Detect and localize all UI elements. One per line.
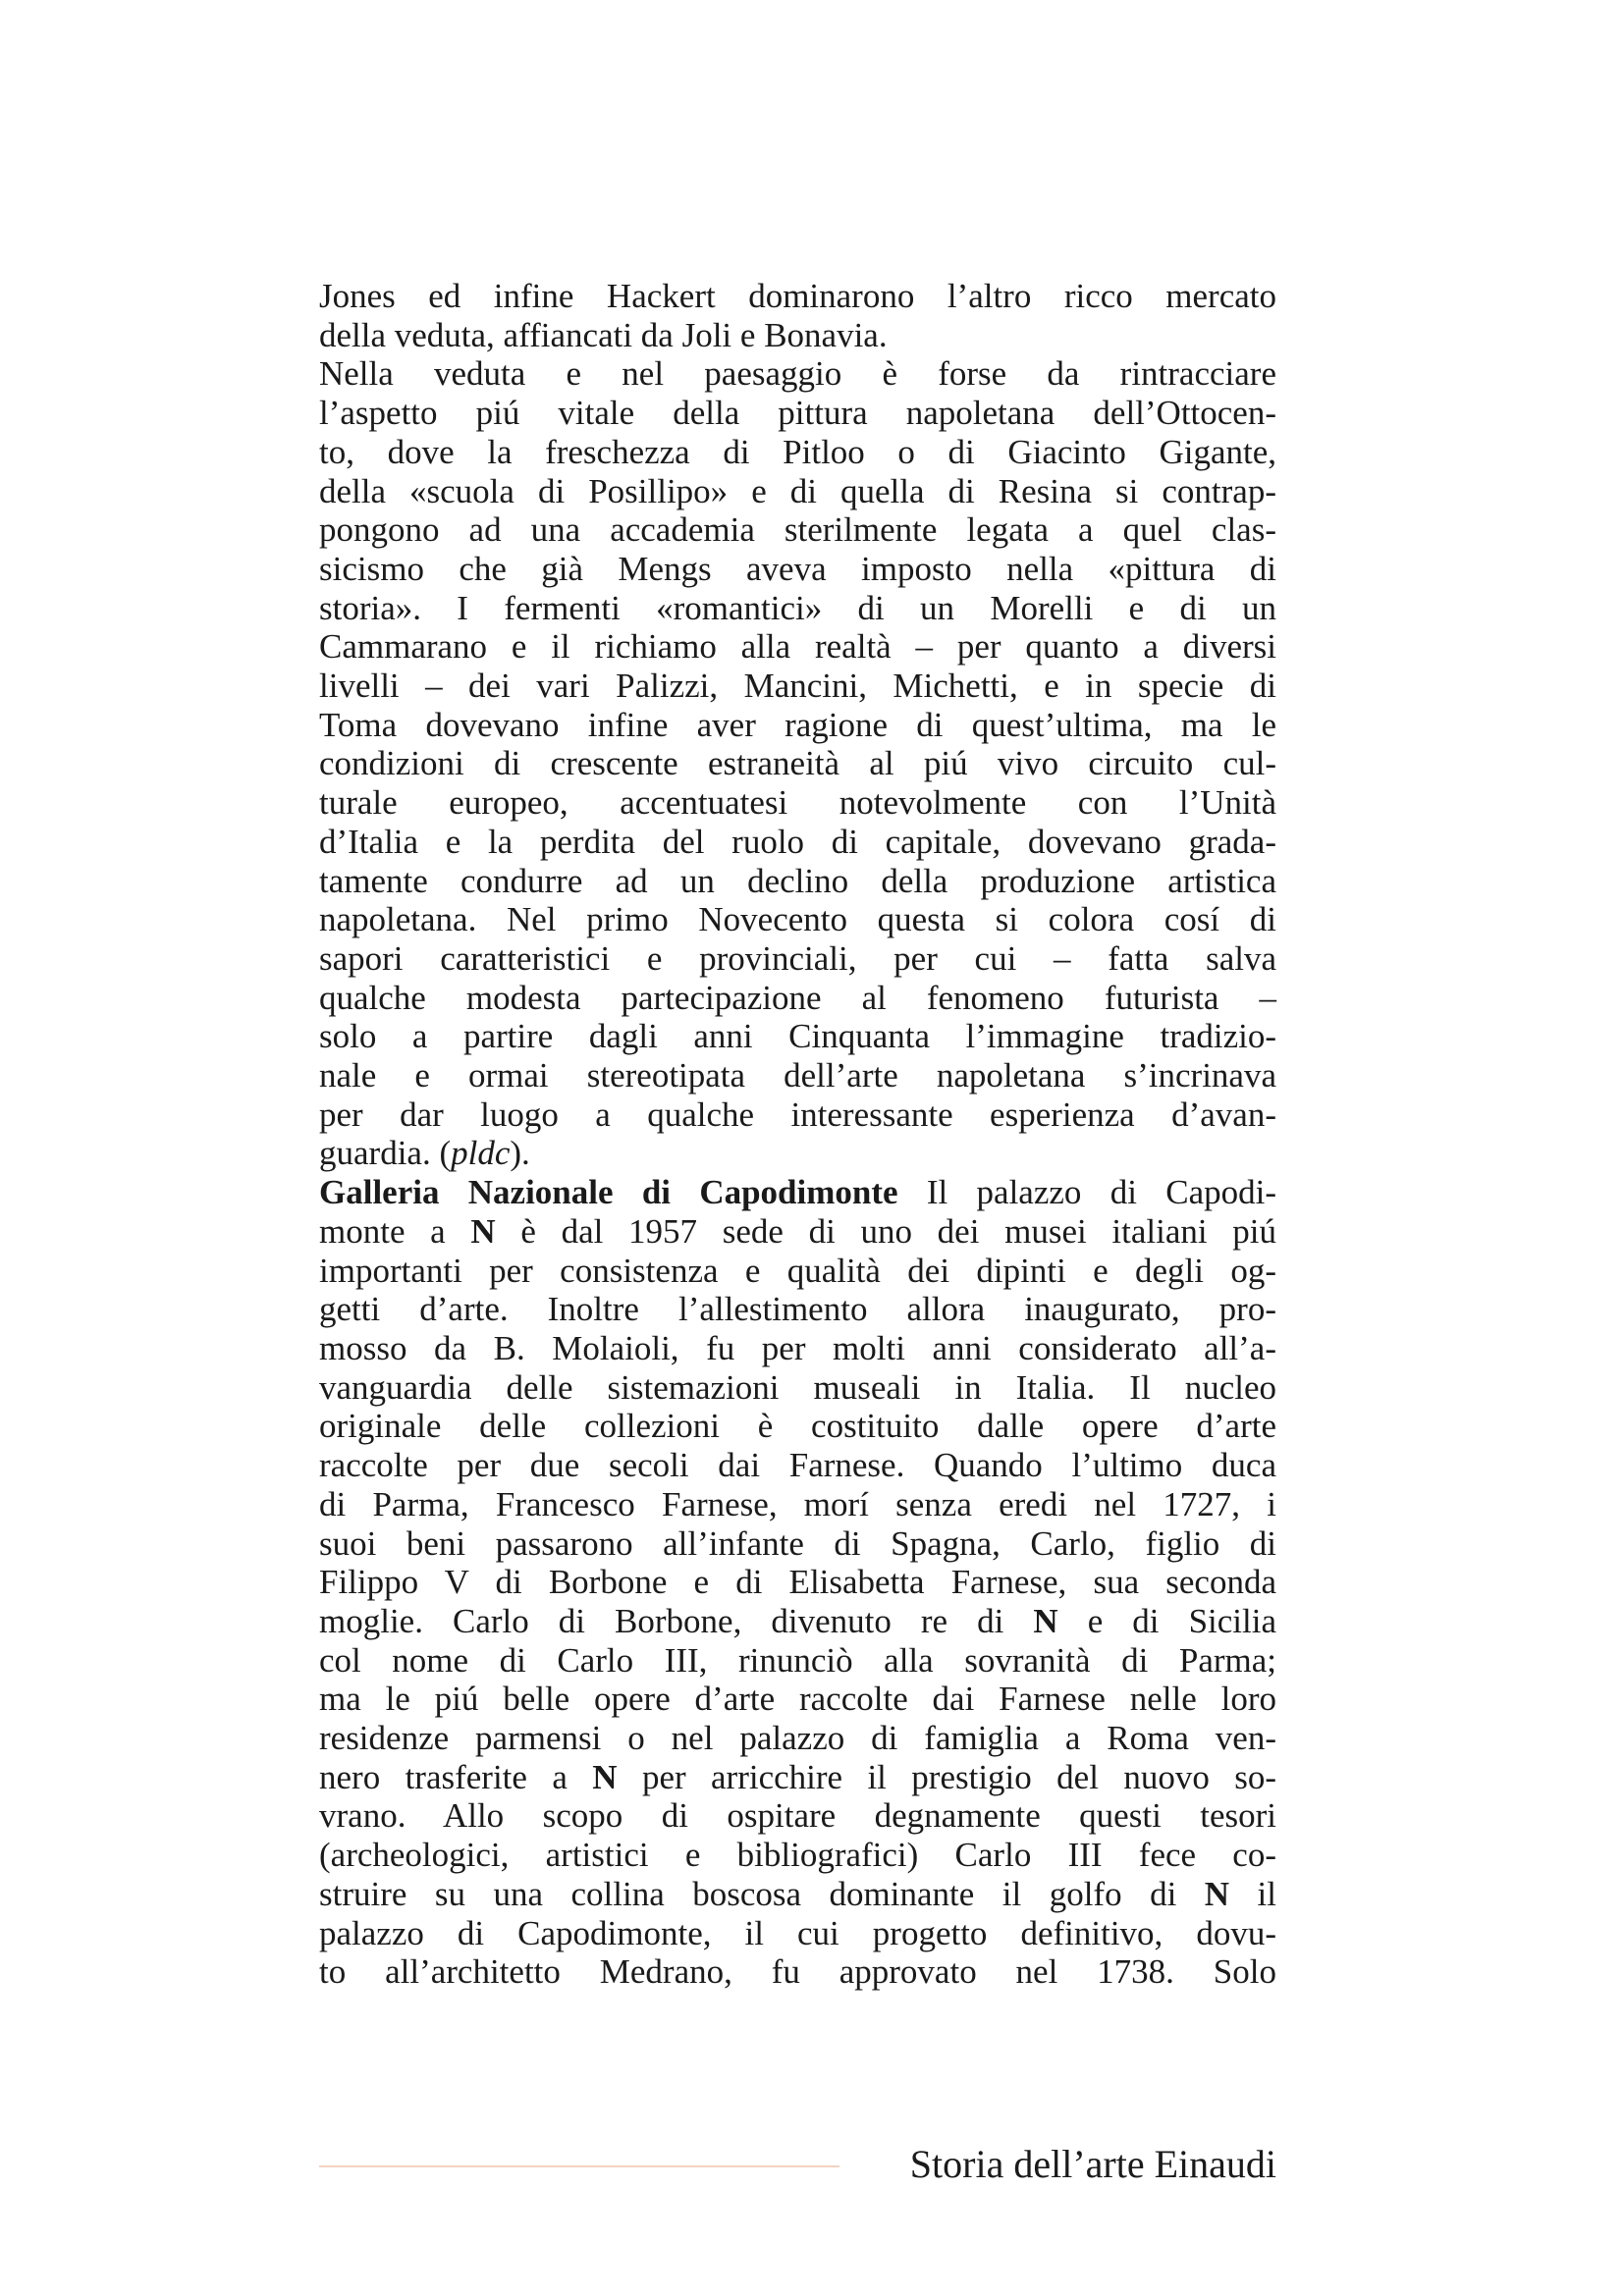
text-line: Toma dovevano infine aver ragione di quest’ultima, ma le	[319, 705, 1276, 744]
text-fragment: monte a	[319, 1211, 471, 1251]
text-line: sicismo che già Mengs aveva imposto nella «pittura di	[319, 549, 1276, 588]
text-fragment: Il palazzo di Capodi-	[897, 1173, 1276, 1212]
text-fragment: guardia. (	[319, 1134, 452, 1173]
city-abbreviation: N	[592, 1757, 618, 1796]
text-line: tamente condurre ad un declino della produzione artistica	[319, 861, 1276, 900]
text-fragment: nero trasferite a	[319, 1757, 593, 1796]
text-line: l’aspetto piú vitale della pittura napoletana dell’Ottocen-	[319, 394, 1276, 433]
text-fragment: ).	[510, 1134, 530, 1173]
footer-title: Storia dell’arte Einaudi	[909, 2142, 1276, 2186]
text-line: sapori caratteristici e provinciali, per cui – fatta salva	[319, 938, 1276, 978]
text-line	[319, 1173, 1276, 1212]
text-line: residenze parmensi o nel palazzo di famiglia a Roma ven-	[319, 1719, 1276, 1758]
text-line: turale europeo, accentuatesi notevolmente con l’Unità	[319, 783, 1276, 823]
main-text	[319, 277, 1276, 1992]
text-line: ma le piú belle opere d’arte raccolte dai Farnese nelle loro	[319, 1680, 1276, 1719]
text-line: per dar luogo a qualche interessante esperienza d’avan-	[319, 1095, 1276, 1134]
footer-rule	[319, 2165, 839, 2167]
text-fragment: struire su una collina boscosa dominante il golfo di	[319, 1874, 1205, 1913]
text-line: nale e ormai stereotipata dell’arte napoletana s’incrinava	[319, 1056, 1276, 1095]
text-line: getti d’arte. Inoltre l’allestimento allora inaugurato, pro-	[319, 1290, 1276, 1329]
city-abbreviation: N	[1204, 1874, 1230, 1913]
text-line: Nella veduta e nel paesaggio è forse da rintracciare	[319, 354, 1276, 394]
text-line: palazzo di Capodimonte, il cui progetto definitivo, dovu-	[319, 1913, 1276, 1952]
text-line: Jones ed infine Hackert dominarono l’altro ricco mercato	[319, 277, 1276, 315]
text-line: livelli – dei vari Palizzi, Mancini, Michetti, e in specie di	[319, 667, 1276, 706]
paragraph-2	[319, 354, 1276, 1173]
text-line: condizioni di crescente estraneità al piú vivo circuito cul-	[319, 744, 1276, 783]
page-footer	[319, 2140, 1276, 2189]
text-line	[319, 1758, 1276, 1797]
text-line: di Parma, Francesco Farnese, morí senza eredi nel 1727, i	[319, 1484, 1276, 1523]
text-line: importanti per consistenza e qualità dei dipinti e degli og-	[319, 1251, 1276, 1290]
paragraph-3	[319, 1173, 1276, 1992]
text-line: della «scuola di Posillipo» e di quella di Resina si contrap-	[319, 471, 1276, 510]
author-initials: pldc	[451, 1134, 511, 1173]
city-abbreviation: N	[1033, 1601, 1058, 1640]
text-line: d’Italia e la perdita del ruolo di capitale, dovevano grada-	[319, 822, 1276, 861]
text-fragment: è dal 1957 sede di uno dei musei italiani piú	[495, 1211, 1276, 1251]
city-abbreviation: N	[470, 1211, 496, 1251]
text-line: to all’architetto Medrano, fu approvato nel 1738. Solo	[319, 1952, 1276, 1992]
text-line: napoletana. Nel primo Novecento questa si colora cosí di	[319, 900, 1276, 939]
text-line: Cammarano e il richiamo alla realtà – per quanto a diversi	[319, 627, 1276, 667]
text-line: vrano. Allo scopo di ospitare degnamente questi tesori	[319, 1796, 1276, 1836]
text-line	[319, 1134, 1276, 1173]
text-line: della veduta, affiancati da Joli e Bonavia.	[319, 315, 888, 354]
text-line: originale delle collezioni è costituito dalle opere d’arte	[319, 1407, 1276, 1446]
text-line: col nome di Carlo III, rinunciò alla sovranità di Parma;	[319, 1640, 1276, 1680]
text-line	[319, 1602, 1276, 1641]
text-line: Filippo V di Borbone e di Elisabetta Farnese, sua seconda	[319, 1563, 1276, 1602]
text-fragment: moglie. Carlo di Borbone, divenuto re di	[319, 1601, 1034, 1640]
text-line: storia». I fermenti «romantici» di un Morelli e di un	[319, 588, 1276, 627]
text-line	[319, 1212, 1276, 1252]
text-line: pongono ad una accademia sterilmente legata a quel clas-	[319, 510, 1276, 550]
text-line: suoi beni passarono all’infante di Spagna, Carlo, figlio di	[319, 1523, 1276, 1563]
text-line: solo a partire dagli anni Cinquanta l’immagine tradizio-	[319, 1017, 1276, 1056]
text-fragment: e di Sicilia	[1057, 1601, 1276, 1640]
text-line: mosso da B. Molaioli, fu per molti anni considerato all’a-	[319, 1328, 1276, 1367]
text-line: to, dove la freschezza di Pitloo o di Giacinto Gigante,	[319, 432, 1276, 471]
text-line: vanguardia delle sistemazioni museali in Italia. Il nucleo	[319, 1367, 1276, 1407]
paragraph-1	[319, 277, 1276, 354]
text-line: qualche modesta partecipazione al fenomeno futurista –	[319, 978, 1276, 1017]
text-line: raccolte per due secoli dai Farnese. Quando l’ultimo duca	[319, 1446, 1276, 1485]
text-fragment: il	[1229, 1874, 1276, 1913]
entry-heading: Galleria Nazionale di Capodimonte	[319, 1173, 898, 1212]
text-line: (archeologici, artistici e bibliografici) Carlo III fece co-	[319, 1836, 1276, 1875]
text-fragment: per arricchire il prestigio del nuovo so-	[617, 1757, 1276, 1796]
text-line	[319, 1875, 1276, 1914]
